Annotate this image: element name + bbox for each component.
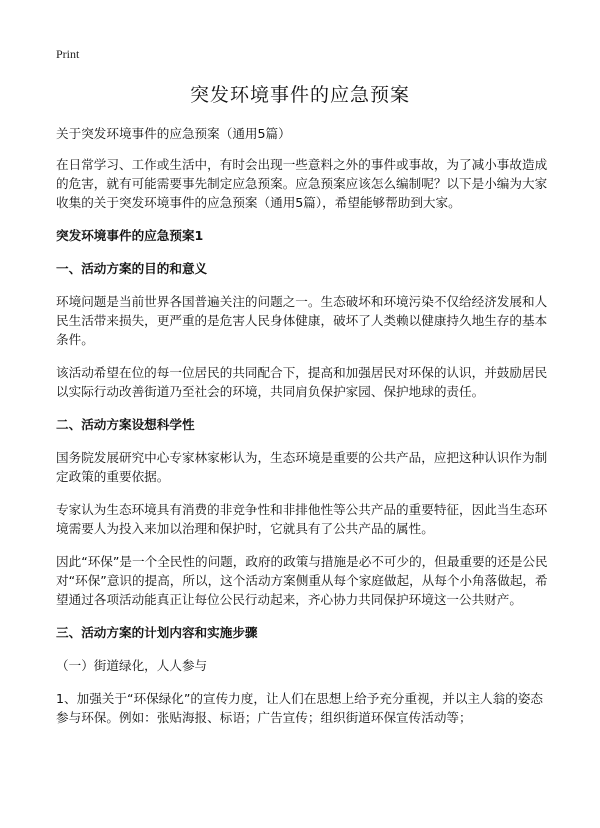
paragraph-2: 该活动希望在位的每一位居民的共同配合下，提高和加强居民对环保的认识，并鼓励居民以实际行动改善街道乃至社会的环境，共同肩负保护家园、保护地球的责任。 (56, 365, 548, 399)
paragraph-1: 环境问题是当前世界各国普遍关注的问题之一。生态破坏和环境污染不仅给经济发展和人民生活带来损失，更严重的是危害人民身体健康，破坏了人类赖以健康持久地生存的基本条件。 (56, 294, 548, 347)
document-subtitle: 关于突发环境事件的应急预案（通用5篇） (56, 126, 291, 141)
print-link[interactable]: Print (56, 47, 80, 61)
heading-purpose: 一、活动方案的目的和意义 (56, 261, 208, 276)
sub-heading-greening: （一）街道绿化，人人参与 (56, 658, 208, 673)
intro-paragraph: 在日常学习、工作或生活中，有时会出现一些意料之外的事件或事故，为了减小事故造成的危害，就有可能需要事先制定应急预案。应急预案应该怎么编制呢？以下是小编为大家收集的关于突发环境事件的应急预案（通用5篇），希望能够帮助到大家。 (56, 157, 548, 210)
paragraph-6: 1、加强关于“环保绿化”的宣传力度，让人们在思想上给予充分重视，并以主人翁的姿态参与环保。例如：张贴海报、标语；广告宣传；组织街道环保宣传活动等； (56, 691, 544, 725)
section-title: 突发环境事件的应急预案1 (56, 228, 204, 243)
page-title: 突发环境事件的应急预案 (189, 84, 410, 106)
paragraph-5: 因此“环保”是一个全民性的问题，政府的政策与措施是必不可少的，但最重要的还是公民对“环保”意识的提高，所以，这个活动方案侧重从每个家庭做起，从每个小角落做起，希望通过各项活动能真正让每位公民行动起来，齐心协力共同保护环境这一公共财产。 (56, 554, 548, 607)
paragraph-3: 国务院发展研究中心专家林家彬认为，生态环境是重要的公共产品，应把这种认识作为制定政策的重要依据。 (56, 450, 548, 484)
heading-scientific: 二、活动方案设想科学性 (56, 417, 195, 432)
document-body (56, 124, 554, 741)
heading-plan: 三、活动方案的计划内容和实施步骤 (56, 625, 258, 640)
paragraph-4: 专家认为生态环境具有消费的非竞争性和非排他性等公共产品的重要特征，因此当生态环境需要人为投入来加以治理和保护时，它就具有了公共产品的属性。 (56, 502, 548, 536)
